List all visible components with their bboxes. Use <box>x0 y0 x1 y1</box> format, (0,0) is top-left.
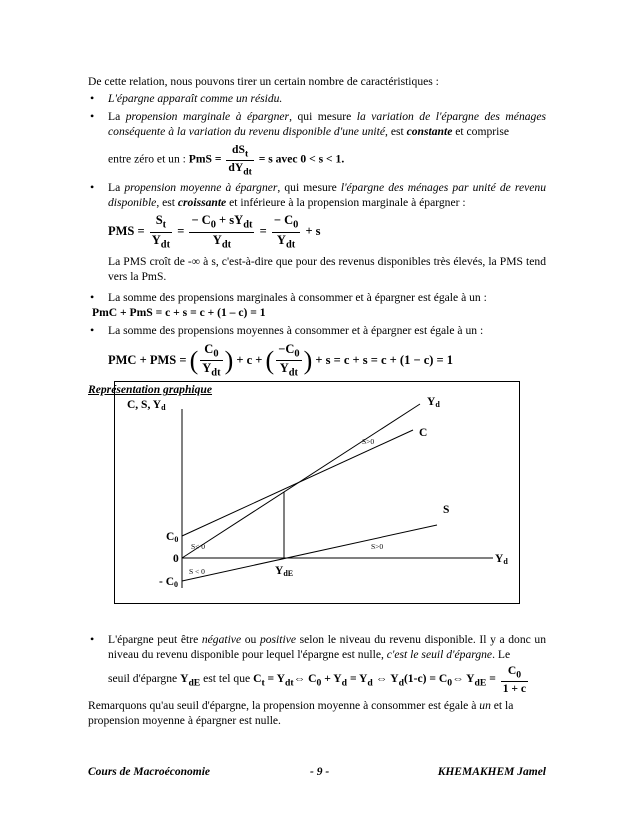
somme-moy-a-den: Y <box>202 360 212 375</box>
pmoy-label: PMS = <box>108 224 148 239</box>
bullet-residu-text: L'épargne apparaît comme un résidu. <box>108 92 283 106</box>
pmoy-frac-3 <box>272 213 300 251</box>
paren-open-2: ( <box>265 345 275 375</box>
bullet-seuil <box>88 632 546 695</box>
intro-text: De cette relation, nous pouvons tirer un certain nombre de caractéristiques : <box>88 75 439 88</box>
pms-frac-num-sub: t <box>244 148 249 160</box>
seuil-frac-num: C <box>507 664 517 678</box>
pms-text-4: et comprise <box>452 125 510 139</box>
page-content <box>88 74 546 404</box>
paren-open-1: ( <box>189 345 199 375</box>
pmoy-text-2: , qui mesure <box>277 181 341 195</box>
seuil-negative: négative <box>201 633 242 646</box>
pms-text-1: La <box>108 110 126 124</box>
pmoy-f3-den-sub: dt <box>285 239 296 251</box>
c-line-label: C <box>419 427 428 439</box>
consumption-line <box>182 430 413 536</box>
seuil-definition: c'est le seuil d'épargne <box>386 648 493 662</box>
s-positive-lower-label: S>0 <box>371 542 384 551</box>
somme-moy-b-num-sub: 0 <box>294 348 300 359</box>
seuil-eq-2: $C_0 + Y_d = Y_d$ <box>305 672 373 689</box>
minus-c0-label: - C0 <box>159 576 179 589</box>
pms-fraction <box>226 143 253 177</box>
seuil-l2-text-b: est tel que <box>200 672 254 686</box>
pmoy-frac-1 <box>150 213 172 251</box>
pmoy-f3-num-sub: 0 <box>293 219 299 231</box>
pmoy-f2-den: Y <box>212 232 222 247</box>
pmoy-f1-den-sub: dt <box>160 239 171 251</box>
pms-text-2: , qui mesure <box>289 110 357 124</box>
seuil-frac-den: 1 + c <box>502 681 527 695</box>
seuil-eq-3: $Y_d(1-c) = C_0$ <box>390 672 453 689</box>
pmoy-f2-den-sub: dt <box>221 239 232 251</box>
chart-frame <box>114 381 520 604</box>
pmoy-f2-num: − C <box>191 213 211 228</box>
remark-paragraph <box>88 698 546 728</box>
pmoy-f2-num-sub: 0 <box>210 219 216 231</box>
pms-frac-num: dS <box>232 143 245 157</box>
arrow-3: ⇔ <box>452 672 464 686</box>
footer-author: KHEMAKHEM Jamel <box>437 766 546 778</box>
pmoy-croissante: croissante <box>177 196 227 210</box>
seuil-eq-1: $C_t = Y_{dt}$ <box>253 672 294 689</box>
pms-frac-den: dY <box>228 160 244 174</box>
x-axis-label: Yd <box>495 553 508 566</box>
pms-frac-den-sub: dt <box>243 165 252 177</box>
somme-moy-text: La somme des propensions moyennes à consommer et à épargner est égale à un : <box>108 324 484 338</box>
pmoy-note: La PMS croît de -∞ à s, c'est-à-dire que pour des revenus disponibles très élevés, la PMS tend vers la PmS. <box>108 255 546 284</box>
seuil-yde: $Y_{dE}$ <box>180 672 201 689</box>
seuil-list <box>88 632 546 695</box>
pms-formula-line <box>108 143 546 177</box>
somme-moy-a-num: C <box>204 341 214 356</box>
footer-course: Cours de Macroéconomie <box>88 766 211 778</box>
somme-marg-text: La somme des propensions marginales à consommer et à épargner est égale à un : <box>108 291 487 305</box>
bottom-content <box>88 632 546 728</box>
s-line-label: S <box>443 504 450 516</box>
pmoy-frac-2 <box>189 213 254 251</box>
pmoy-f3-den: Y <box>276 232 286 247</box>
arrow-1: ⇔ <box>293 672 306 686</box>
pmoy-eq-2: = <box>256 224 270 239</box>
somme-moy-formula <box>108 342 546 380</box>
seuil-formula-line <box>108 664 546 695</box>
paren-close-1: ) <box>224 345 234 375</box>
somme-marg-formula: PmC + PmS = c + s = c + (1 – c) = 1 <box>92 306 266 320</box>
pms-constante: constante <box>406 125 453 139</box>
bullet-pmoy <box>88 180 546 284</box>
pmoy-f2-num-b: + sY <box>215 213 244 228</box>
seuil-text-4: . Le <box>492 648 511 662</box>
somme-moy-tail: + s = c + s = c + (1 − c) = 1 <box>312 352 454 367</box>
arrow-2: ⇔ <box>375 672 388 686</box>
seuil-text-3: selon le niveau du revenu disponible. Il y a donc un niveau du revenu disponible pour lequel l'épargne est nulle, <box>108 633 546 662</box>
pmoy-definition: l'épargne des ménages par unité de revenu disponible <box>108 181 546 210</box>
yde-label: YdE <box>275 565 294 578</box>
characteristics-list <box>88 91 546 379</box>
pmoy-f2-num-b-sub: dt <box>243 219 253 231</box>
remark-text: Remarquons qu'au seuil d'épargne, la propension moyenne à consommer est égale à <box>88 698 480 712</box>
footer-page-number: - 9 - <box>310 766 330 778</box>
pms-line2-tail: = s avec 0 < s < 1. <box>255 152 345 166</box>
pmoy-f1-num: S <box>155 213 163 228</box>
seuil-text-2: ou <box>241 633 260 646</box>
somme-moy-b-den: Y <box>279 360 289 375</box>
seuil-text-1: L'épargne peut être <box>108 633 202 646</box>
somme-moy-a-num-sub: 0 <box>213 348 219 359</box>
yd-line-label: Yd <box>427 396 440 409</box>
bullet-pms <box>88 109 546 177</box>
bullet-somme-marg <box>88 290 546 320</box>
somme-moy-mid: + c + <box>233 352 266 367</box>
pmoy-term: propension moyenne à épargner <box>124 181 278 195</box>
pmoy-eq-1: = <box>174 224 188 239</box>
seuil-eq-4: $Y_{dE}$ = <box>463 672 499 689</box>
bullet-residu <box>88 91 546 106</box>
savings-chart <box>115 382 519 603</box>
somme-moy-label: PMC + PMS = <box>108 352 190 367</box>
pmoy-text-1: La <box>108 181 125 195</box>
y-axis-label: C, S, Yd <box>127 399 166 412</box>
seuil-positive: positive <box>259 633 296 646</box>
somme-moy-b-num: −C <box>278 341 295 356</box>
pmoy-formula <box>108 213 546 251</box>
pms-text-3: , est <box>385 125 407 139</box>
s-positive-upper-label: S>0 <box>362 437 375 446</box>
origin-label: 0 <box>173 553 179 565</box>
section-title: Représentation graphique <box>88 383 213 397</box>
remark-text-b: et la propension moyenne à épargner est nulle. <box>88 698 514 727</box>
pms-term: propension marginale à épargner <box>125 110 290 124</box>
pmoy-text-3: , est <box>156 196 178 210</box>
s-negative-lower-label: S < 0 <box>189 567 205 576</box>
remark-un: un <box>479 698 491 712</box>
seuil-frac-num-sub: 0 <box>516 669 522 681</box>
s-negative-upper-label: S< 0 <box>191 542 206 551</box>
seuil-fraction <box>501 664 528 695</box>
somme-moy-b-den-sub: dt <box>288 367 299 379</box>
seuil-l2-text: seuil d'épargne <box>108 672 181 686</box>
somme-moy-a-den-sub: dt <box>211 367 221 379</box>
somme-moy-frac-b <box>276 342 301 380</box>
bullet-somme-moy <box>88 323 546 379</box>
pms-label: PmS = <box>188 152 225 166</box>
pms-definition: la variation de l'épargne des ménages conséquente à la variation du revenu disponible d'une unité <box>108 110 546 139</box>
pmoy-f1-den: Y <box>151 232 161 247</box>
paren-close-2: ) <box>303 345 313 375</box>
pms-line2-text: entre zéro et un : <box>108 152 189 166</box>
pmoy-tail: + s <box>302 224 321 239</box>
pmoy-text-4: et inférieure à la propension marginale à épargner : <box>226 196 466 210</box>
pmoy-f3-num: − C <box>273 213 294 228</box>
c0-label: C0 <box>166 531 179 544</box>
somme-moy-frac-a <box>200 342 222 380</box>
pmoy-f1-num-sub: t <box>162 219 167 231</box>
